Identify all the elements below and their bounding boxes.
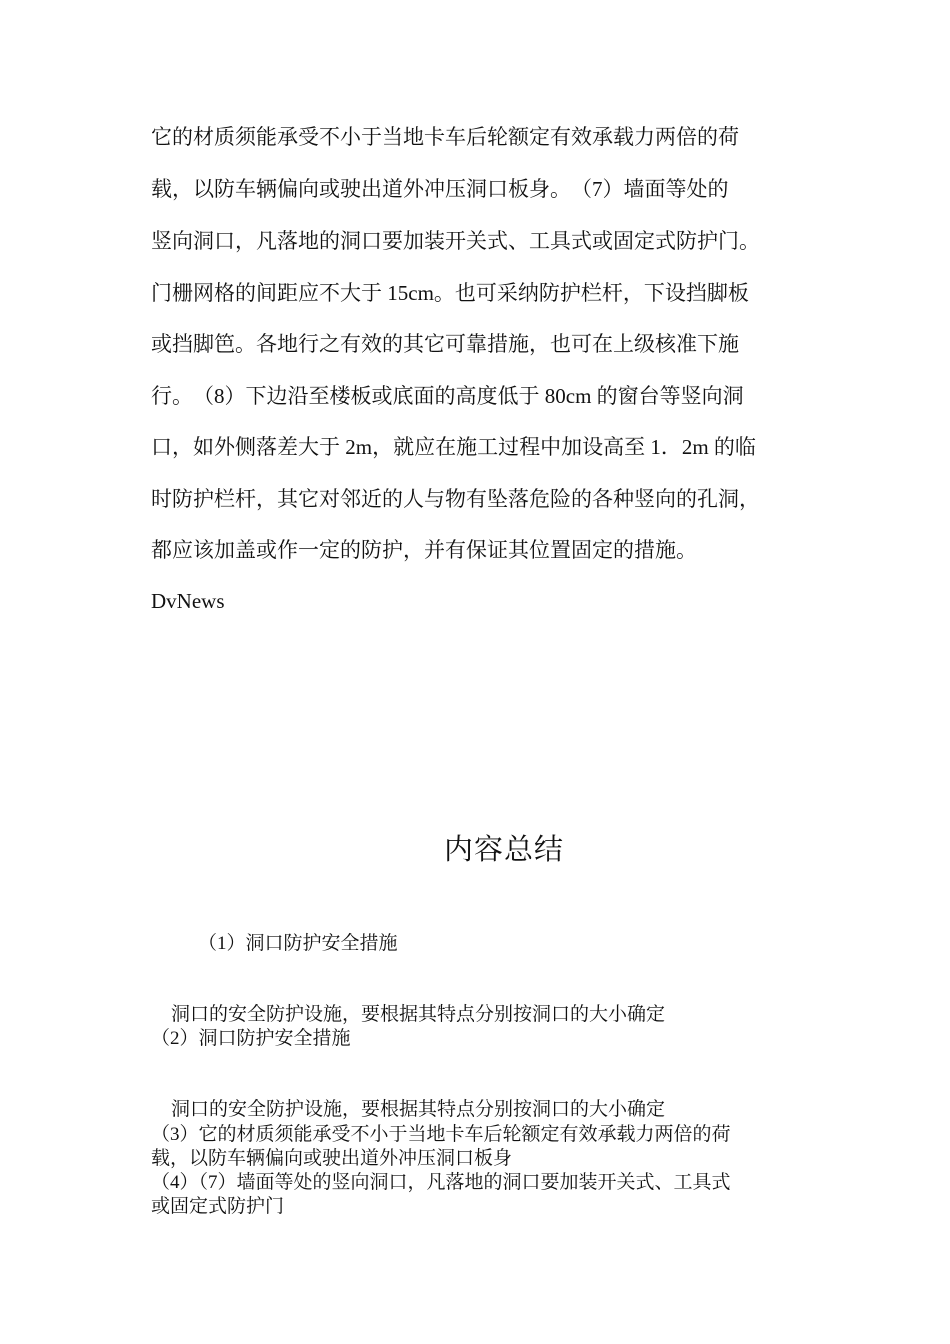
summary-item-3-line-1: （3）它的材质须能承受不小于当地卡车后轮额定有效承载力两倍的荷 (151, 1124, 731, 1145)
body-line-3: 竖向洞口，凡落地的洞口要加装开关式、工具式或固定式防护门。 (151, 229, 760, 253)
summary-item-3-line-2: 载，以防车辆偏向或驶出道外冲压洞口板身 (151, 1148, 513, 1169)
summary-item-1-text: 洞口的安全防护设施，要根据其特点分别按洞口的大小确定 (171, 1004, 666, 1025)
summary-item-4-line-1: （4）（7）墙面等处的竖向洞口，凡落地的洞口要加装开关式、工具式 (151, 1172, 731, 1193)
body-line-9: 都应该加盖或作一定的防护，并有保证其位置固定的措施。 (151, 538, 697, 562)
summary-item-4-line-2: 或固定式防护门 (151, 1196, 285, 1217)
body-line-4: 门栅网格的间距应不大于 15cm。也可采纳防护栏杆，下设挡脚板 (151, 281, 749, 305)
body-line-1: 它的材质须能承受不小于当地卡车后轮额定有效承载力两倍的荷 (151, 125, 739, 149)
body-line-8: 时防护栏杆，其它对邻近的人与物有坠落危险的各种竖向的孔洞， (151, 487, 760, 511)
body-line-2: 载，以防车辆偏向或驶出道外冲压洞口板身。 （7）墙面等处的 (151, 177, 729, 201)
body-line-5: 或挡脚笆。各地行之有效的其它可靠措施，也可在上级核准下施 (151, 332, 739, 356)
signature-text: DvNews (151, 589, 225, 613)
body-line-7: 口，如外侧落差大于 2m，就应在施工过程中加设高至 1．2m 的临 (151, 435, 756, 459)
summary-item-2-text: 洞口的安全防护设施，要根据其特点分别按洞口的大小确定 (171, 1099, 666, 1120)
summary-title: 内容总结 (443, 834, 564, 866)
summary-item-2-heading: （2）洞口防护安全措施 (151, 1028, 351, 1049)
body-line-6: 行。 （8）下边沿至楼板或底面的高度低于 80cm 的窗台等竖向洞 (151, 384, 744, 408)
summary-item-1-heading: （1）洞口防护安全措施 (198, 933, 398, 954)
